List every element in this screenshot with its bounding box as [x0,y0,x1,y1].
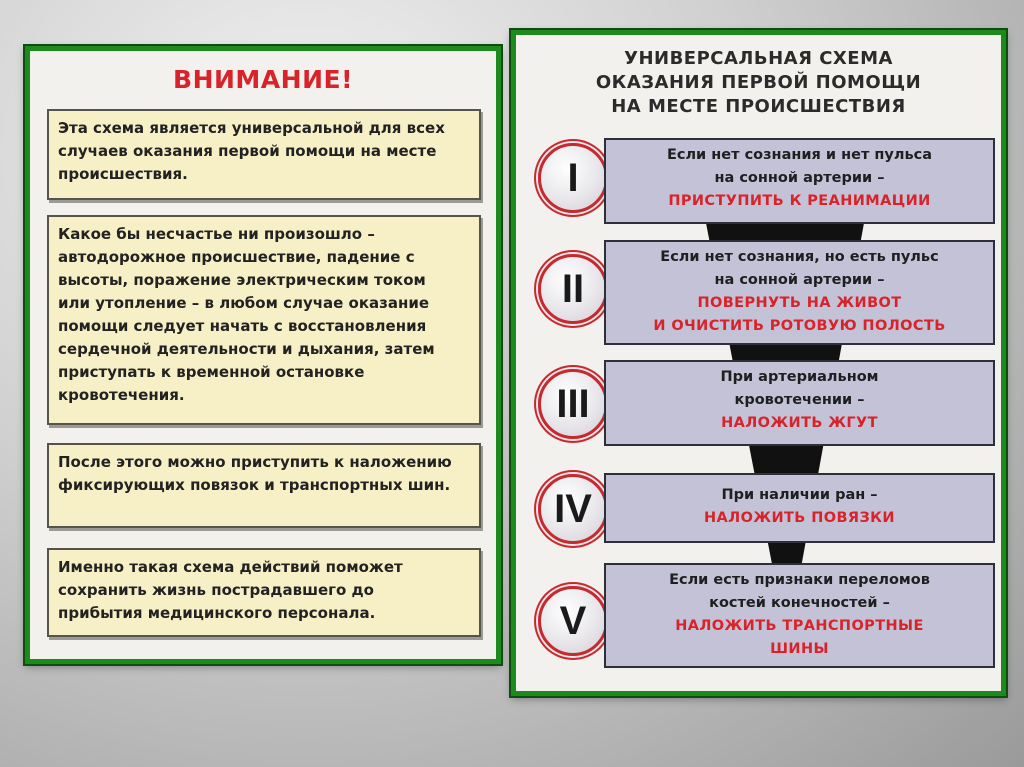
step-action: ПРИСТУПИТЬ К РЕАНИМАЦИИ [668,193,931,209]
step-action: НАЛОЖИТЬ ЖГУТ [721,415,878,431]
note-line: сохранить жизнь пострадавшего до [58,581,374,599]
step-text: кровотечении – [734,392,865,408]
step-5-numeral: V [538,586,608,656]
note-any-accident [47,215,481,425]
step-4-numeral: IV [538,474,608,544]
note-save-life [47,548,481,637]
step-text: костей конечностей – [709,595,890,611]
scheme-title-line: НА МЕСТЕ ПРОИСШЕСТВИЯ [611,96,906,117]
step-2-numeral: II [538,254,608,324]
step-text: Если нет сознания и нет пульса [666,147,933,163]
step-text: на сонной артерии – [714,170,885,186]
attention-panel [25,46,501,664]
step-action: НАЛОЖИТЬ ПОВЯЗКИ [704,510,895,526]
step-text: При наличии ран – [721,487,878,503]
note-line: Именно такая схема действий поможет [58,558,403,576]
step-action: И ОЧИСТИТЬ РОТОВУЮ ПОЛОСТЬ [653,318,946,334]
note-line: сердечной деятельности и дыхания, затем [58,340,435,358]
note-line: кровотечения. [58,386,185,404]
note-after-this [47,443,481,528]
note-line: происшествия. [58,165,188,183]
step-3-numeral: III [538,369,608,439]
note-line: фиксирующих повязок и транспортных шин. [58,476,451,494]
step-5-box [604,563,995,668]
scheme-title-line: ОКАЗАНИЯ ПЕРВОЙ ПОМОЩИ [595,72,922,93]
step-action: ПОВЕРНУТЬ НА ЖИВОТ [697,295,902,311]
step-text: Если есть признаки переломов [669,572,930,588]
step-4-box [604,473,995,543]
step-text: на сонной артерии – [714,272,885,288]
note-line: Эта схема является универсальной для всех [58,119,445,137]
note-line: высоты, поражение электрическим током [58,271,426,289]
step-action: НАЛОЖИТЬ ТРАНСПОРТНЫЕ [675,618,924,634]
note-line: приступать к временной остановке [58,363,365,381]
step-1-box [604,138,995,224]
attention-title: ВНИМАНИЕ! [173,65,353,94]
step-action: ШИНЫ [770,641,829,657]
note-line: помощи следует начать с восстановления [58,317,427,335]
step-1-numeral: I [538,143,608,213]
step-text: Если нет сознания, но есть пульс [660,249,939,265]
note-line: случаев оказания первой помощи на месте [58,142,437,160]
step-text: При артериальном [720,369,879,385]
scheme-title-line: УНИВЕРСАЛЬНАЯ СХЕМА [624,48,893,69]
note-line: прибытия медицинского персонала. [58,604,376,622]
note-line: или утопление – в любом случае оказание [58,294,430,312]
step-3-box [604,360,995,446]
note-line: После этого можно приступить к наложению [58,453,452,471]
first-aid-scheme-panel [511,30,1006,696]
note-line: Какое бы несчастье ни произошло – [58,225,375,243]
note-line: автодорожное происшествие, падение с [58,248,415,266]
note-universal [47,109,481,200]
step-2-box [604,240,995,345]
